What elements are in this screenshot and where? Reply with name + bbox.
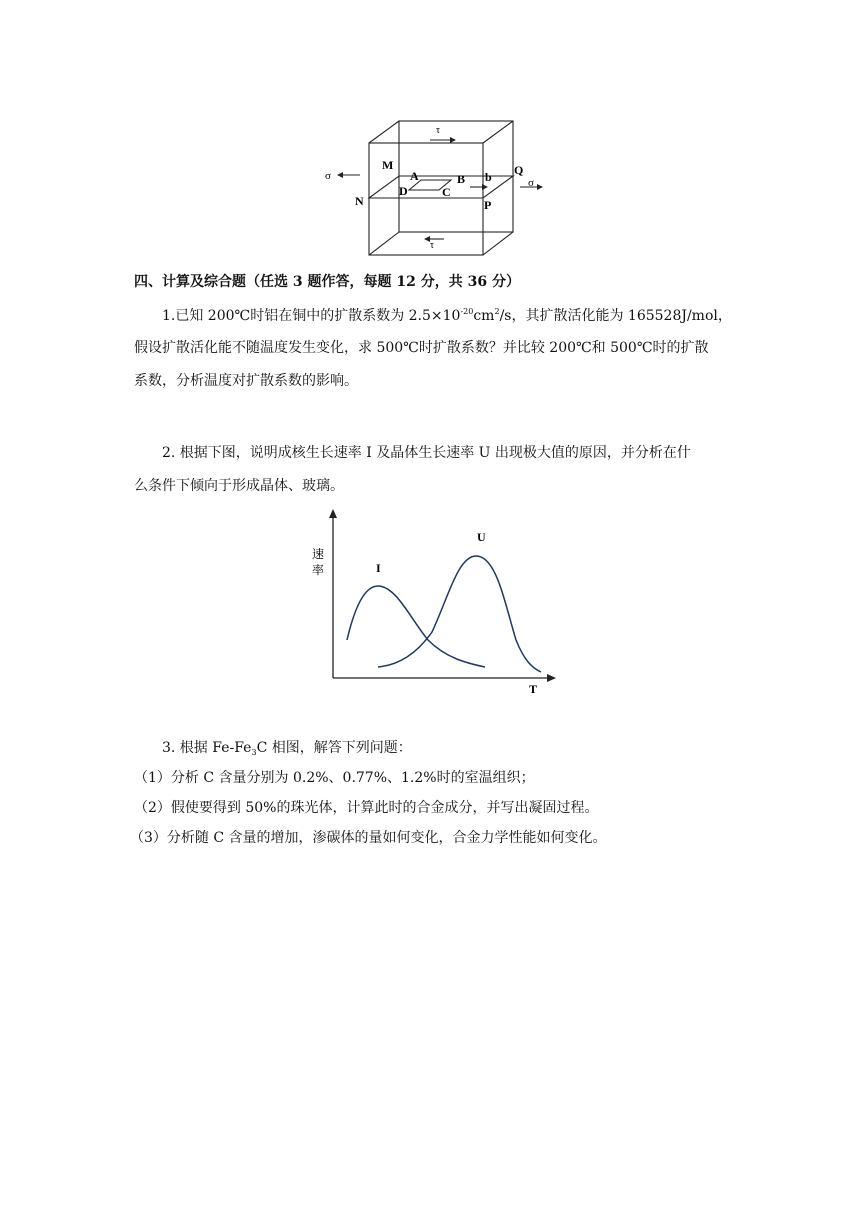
tau-bottom-label: τ bbox=[430, 240, 435, 251]
q3-sub3: （3）分析随 C 含量的增加，渗碳体的量如何变化，合金力学性能如何变化。 bbox=[130, 830, 607, 846]
y-axis-label-part1: 速 bbox=[312, 547, 325, 561]
label-b: B bbox=[457, 172, 466, 186]
label-a: A bbox=[410, 169, 419, 183]
series-i-label: I bbox=[376, 561, 381, 575]
series-u-label: U bbox=[477, 530, 486, 544]
cube-shear-figure bbox=[310, 110, 560, 260]
x-axis-arrow bbox=[547, 674, 556, 682]
q1-line1 bbox=[162, 307, 732, 325]
label-c: C bbox=[442, 185, 451, 199]
q3-line1-text-a: 3. 根据 Fe-Fe bbox=[162, 740, 252, 756]
y-axis-arrow bbox=[329, 509, 337, 518]
label-burgers-b: b bbox=[485, 170, 492, 184]
label-m: M bbox=[382, 158, 394, 172]
sigma-left-label: σ bbox=[325, 170, 331, 182]
q1-line1-unit: cm bbox=[473, 308, 495, 324]
rate-temperature-chart bbox=[300, 505, 570, 700]
q1-line3: 系数，分析温度对扩散系数的影响。 bbox=[134, 373, 358, 389]
y-axis-label-part2: 率 bbox=[312, 563, 325, 577]
label-d: D bbox=[399, 184, 408, 198]
label-p: P bbox=[484, 198, 492, 212]
q3-sub2: （2）假使要得到 50%的珠光体，计算此时的合金成分，并写出凝固过程。 bbox=[134, 800, 599, 816]
q3-sub1: （1）分析 C 含量分别为 0.2%、0.77%、1.2%时的室温组织； bbox=[134, 770, 535, 786]
tau-top-label: τ bbox=[436, 125, 441, 136]
q3-line1 bbox=[162, 739, 412, 757]
label-q: Q bbox=[514, 163, 524, 177]
q1-line1-text-c: /s，其扩散活化能为 165528J/mol， bbox=[499, 308, 732, 324]
series-i-curve bbox=[347, 586, 485, 667]
q3-line1-text-b: C 相图，解答下列问题： bbox=[256, 740, 412, 756]
q1-unit-square: 2 bbox=[494, 307, 500, 316]
q1-line1-text-a: 1.已知 200℃时铝在铜中的扩散系数为 2.5×10 bbox=[162, 308, 461, 324]
series-u-curve bbox=[378, 556, 541, 672]
label-n: N bbox=[355, 194, 364, 208]
q2-line1: 2. 根据下图，说明成核生长速率 I 及晶体生长速率 U 出现极大值的原因，并分析在什 bbox=[162, 445, 691, 461]
q2-line2: 么条件下倾向于形成晶体、玻璃。 bbox=[134, 478, 344, 494]
sigma-right-label: σ bbox=[528, 177, 534, 189]
section-heading: 四、计算及综合题（任选 3 题作答，每题 12 分，共 36 分） bbox=[134, 274, 520, 290]
x-axis-label: T bbox=[529, 682, 538, 696]
q1-line2: 假设扩散活化能不随温度发生变化，求 500℃时扩散系数？并比较 200℃和 500℃时的扩散 bbox=[134, 340, 709, 356]
q3-subscript: 3 bbox=[251, 748, 257, 757]
q1-exponent: -20 bbox=[460, 307, 474, 316]
